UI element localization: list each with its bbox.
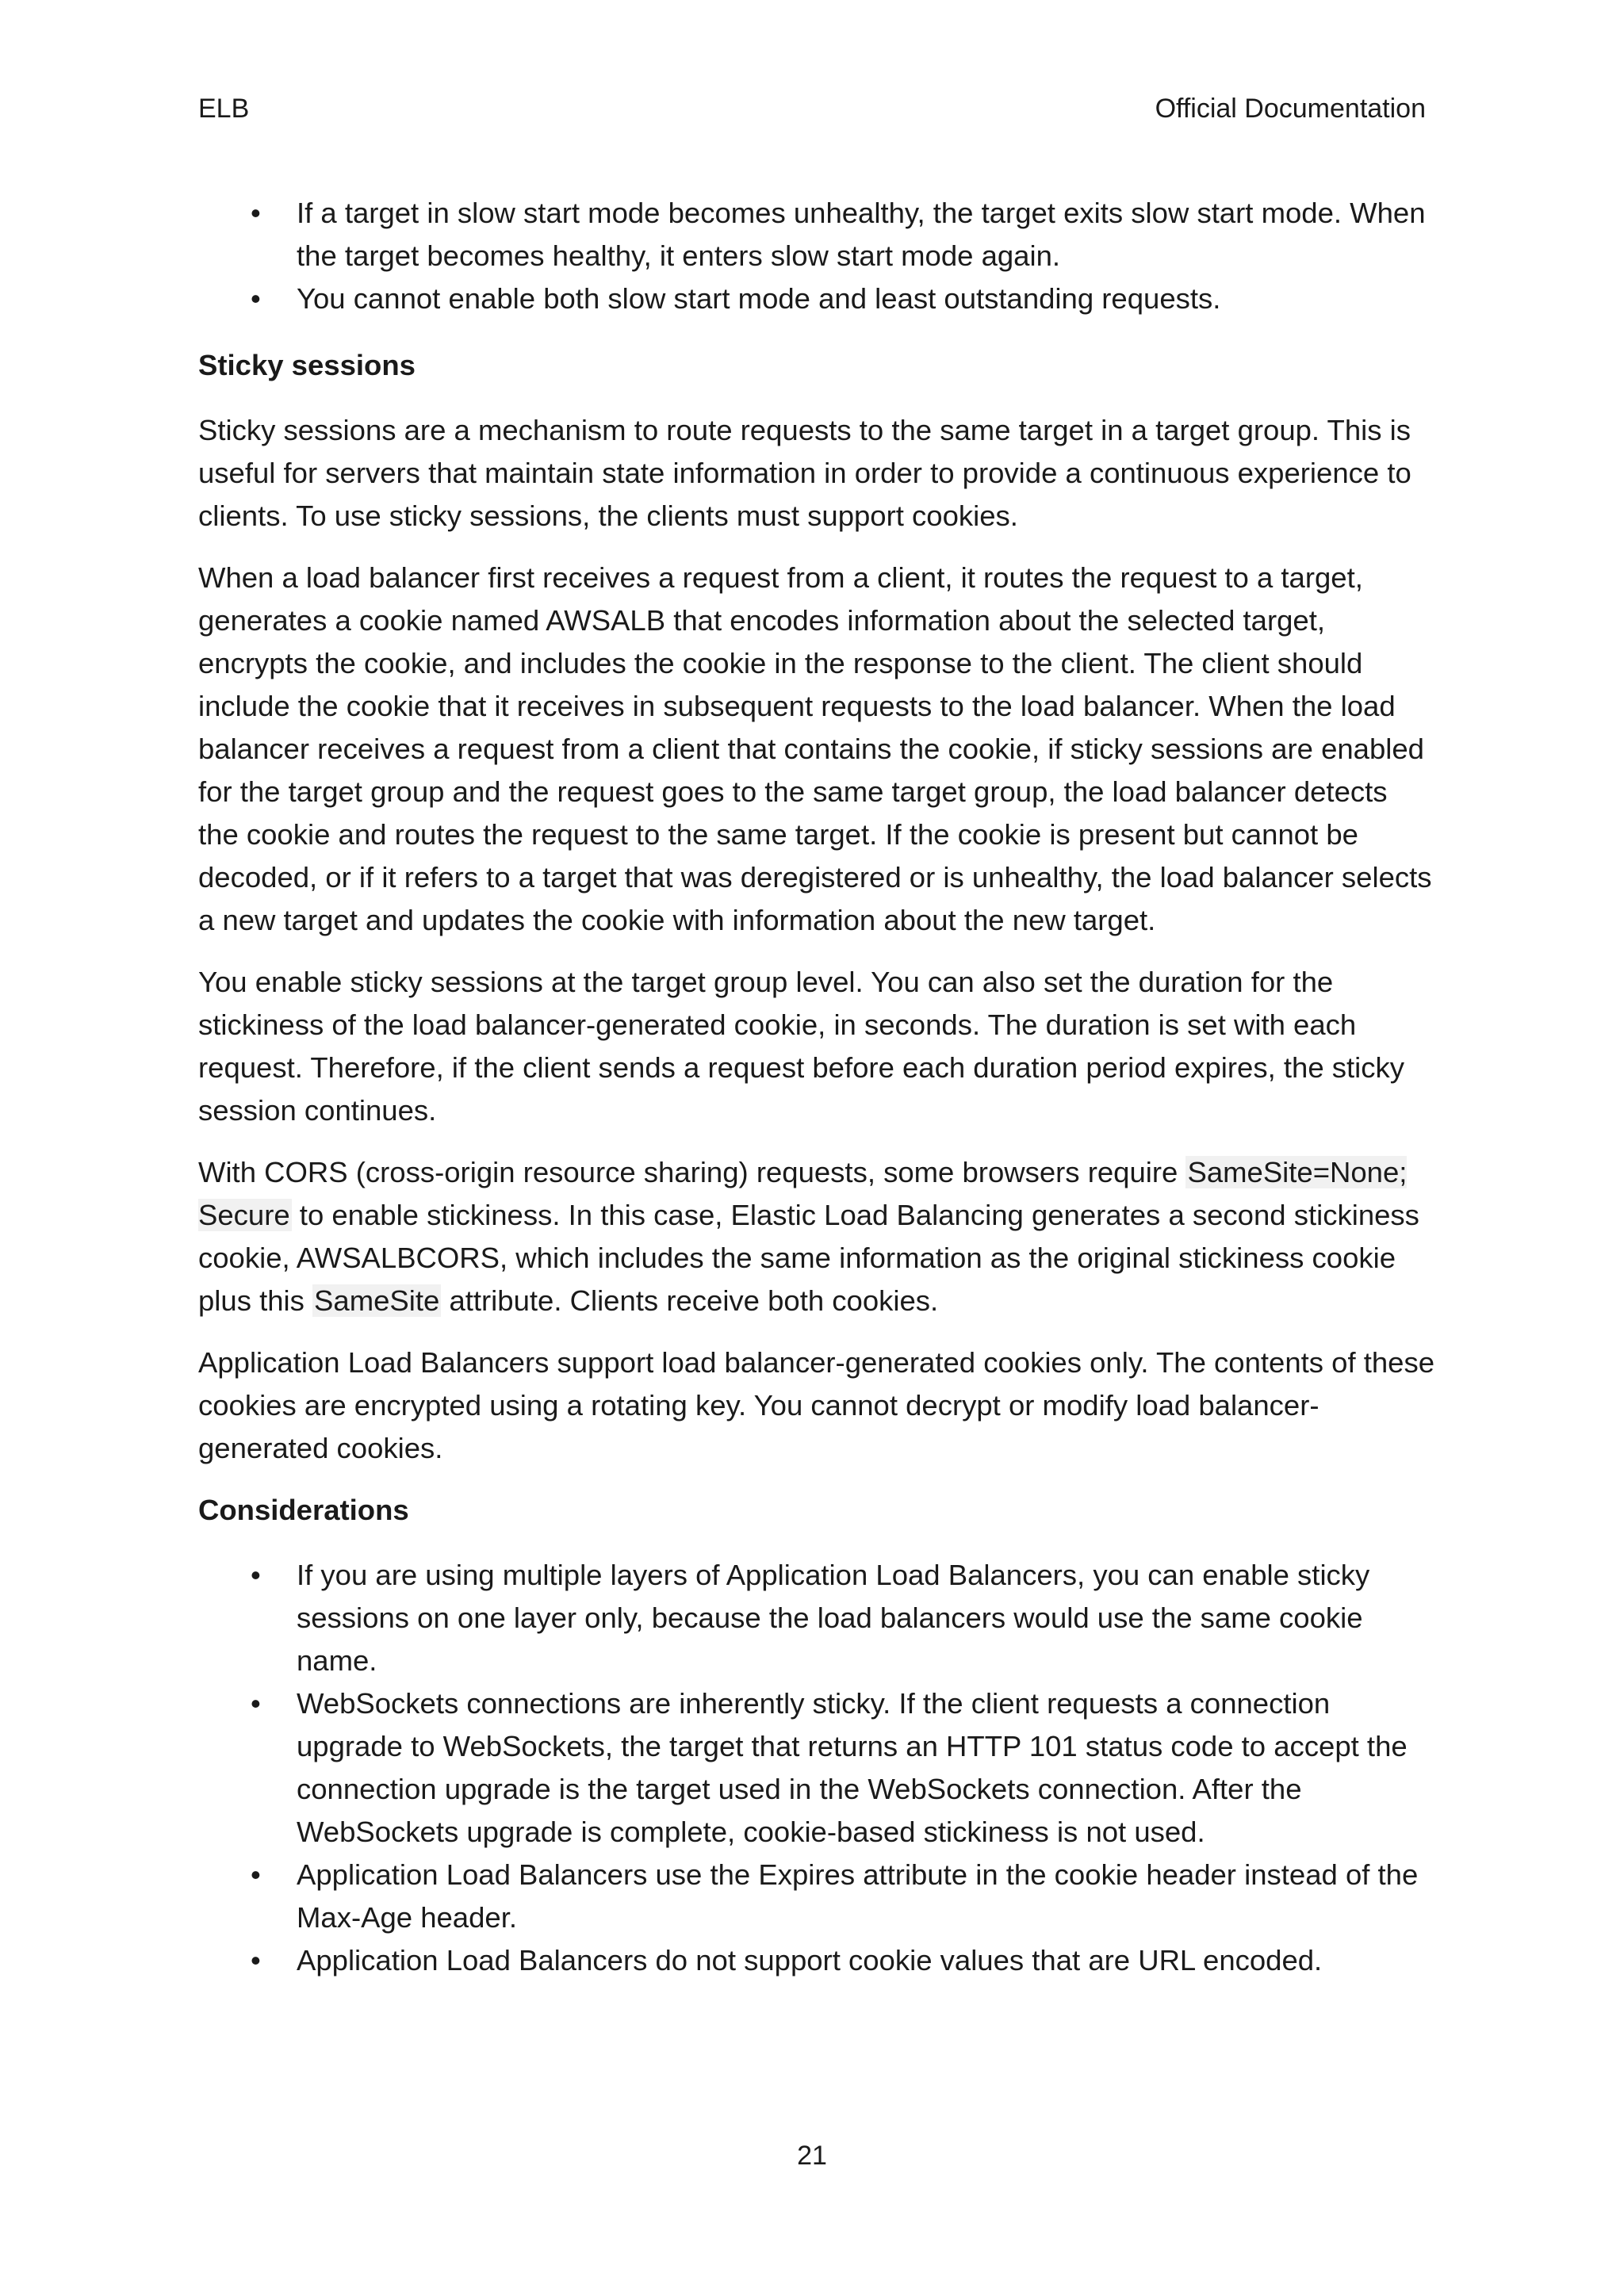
slow-start-bullets bbox=[198, 192, 1435, 320]
list-item: • Application Load Balancers do not support cookie values that are URL encoded. bbox=[198, 1939, 1435, 1982]
bullet-icon: • bbox=[251, 197, 261, 229]
bullet-icon: • bbox=[251, 1858, 261, 1891]
page-number: 21 bbox=[797, 2141, 827, 2171]
paragraph: When a load balancer first receives a request from a client, it routes the request to a target, generates a cookie named AWSALB that encodes information about the selected target, encrypts the cookie, and includes the cookie in the response to the client. The client should include the cookie that it receives in subsequent requests to the load balancer. When the load balancer receives a request from a client that contains the cookie, if sticky sessions are enabled for the target group and the request goes to the same target group, the load balancer detects the cookie and routes the request to the same target. If the cookie is present but cannot be decoded, or if it refers to a target that was deregistered or is unhealthy, the load balancer selects a new target and updates the cookie with information about the new target. bbox=[198, 561, 1432, 936]
page-header bbox=[198, 94, 1426, 133]
list-item: • If you are using multiple layers of Application Load Balancers, you can enable sticky sessions on one layer only, because the load balancers would use the same cookie name. bbox=[198, 1554, 1435, 1682]
bullet-icon: • bbox=[251, 1687, 261, 1720]
bullet-icon: • bbox=[251, 282, 261, 315]
paragraph: Sticky sessions are a mechanism to route requests to the same target in a target group. This is useful for servers that maintain state information in order to provide a continuous experience to clients. To use sticky sessions, the clients must support cookies. bbox=[198, 414, 1411, 532]
considerations-list bbox=[198, 1554, 1435, 1982]
header-doc-type: Official Documentation bbox=[1155, 94, 1426, 124]
paragraph: You enable sticky sessions at the target group level. You can also set the duration for the stickiness of the load balancer-generated cookie, in seconds. The duration is set with each request. Therefore, if the client sends a request before each duration period expires, the sticky session continues. bbox=[198, 966, 1405, 1127]
list-item: • If a target in slow start mode becomes unhealthy, the target exits slow start mode. When the target becomes healthy, it enters slow start mode again. bbox=[198, 192, 1435, 277]
list-item: • Application Load Balancers use the Expires attribute in the cookie header instead of the Max-Age header. bbox=[198, 1854, 1435, 1939]
page-content bbox=[198, 192, 1435, 2006]
paragraph-cors: With CORS (cross-origin resource sharing) requests, some browsers require SameSite=None; Secure to enable stickiness. In this case, Elastic Load Balancing generates a second stickiness cookie, AWSALBCORS, which includes the same information as the original stickiness cookie plus this SameSite attribute. Clients receive both cookies. bbox=[198, 1156, 1419, 1317]
section-heading-sticky-sessions: Sticky sessions bbox=[198, 349, 416, 381]
bullet-icon: • bbox=[251, 1559, 261, 1591]
list-item: • You cannot enable both slow start mode and least outstanding requests. bbox=[198, 277, 1435, 320]
inline-code: SameSite bbox=[314, 1284, 440, 1317]
bullet-icon: • bbox=[251, 1944, 261, 1976]
header-product: ELB bbox=[198, 94, 250, 124]
section-heading-considerations: Considerations bbox=[198, 1494, 409, 1526]
list-item: • WebSockets connections are inherently sticky. If the client requests a connection upgrade to WebSockets, the target that returns an HTTP 101 status code to accept the connection upgrade is the target used in the WebSockets connection. After the WebSockets upgrade is complete, cookie-based stickiness is not used. bbox=[198, 1682, 1435, 1854]
paragraph: Application Load Balancers support load balancer-generated cookies only. The contents of these cookies are encrypted using a rotating key. You cannot decrypt or modify load balancer-generated cookies. bbox=[198, 1346, 1435, 1464]
inline-code: SameSite=None; Secure bbox=[198, 1156, 1408, 1231]
